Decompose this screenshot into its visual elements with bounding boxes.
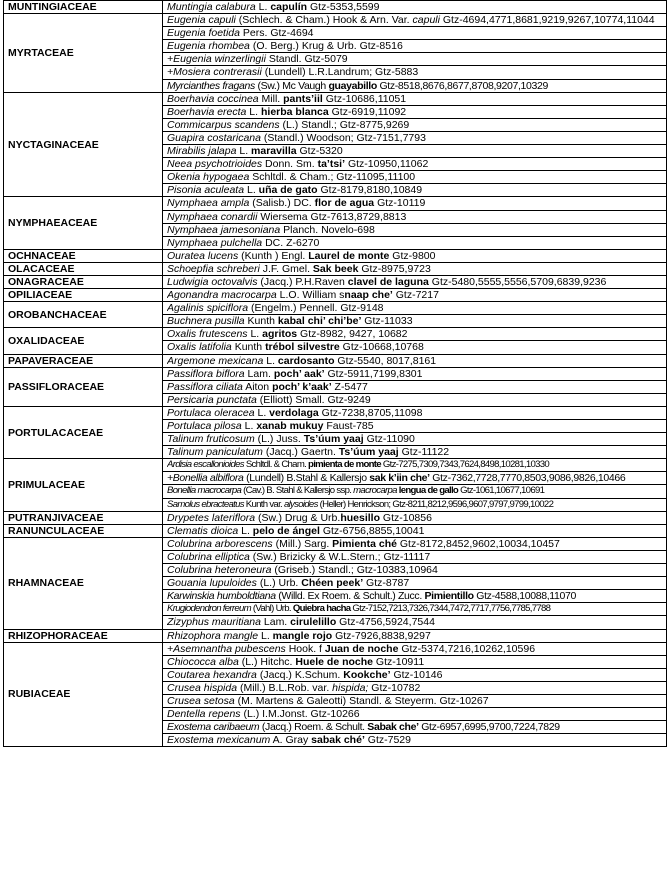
species-entry <box>163 289 667 302</box>
table-row <box>4 275 667 288</box>
species-entry <box>163 406 667 419</box>
species-entry <box>163 197 667 210</box>
entry-text: Gtz-9800 <box>389 249 436 262</box>
species-name: Chiococca alba <box>167 655 239 668</box>
family-name: PORTULACACEAE <box>4 406 163 458</box>
common-name: poch’ k’aak’ <box>272 380 332 393</box>
family-name: PAPAVERACEAE <box>4 354 163 367</box>
entry-text: L. <box>254 406 270 419</box>
common-name: verdolaga <box>269 406 319 419</box>
species-entry <box>163 433 667 446</box>
species-name: Agonandra macrocarpa <box>167 289 277 302</box>
common-name: Pimienta ché <box>332 537 397 550</box>
common-name: lengua de gallo <box>398 485 459 497</box>
entry-text: (Mill.) B.L.Rob. var. <box>237 681 333 694</box>
table-row <box>4 197 667 210</box>
species-entry <box>163 550 667 563</box>
species-name: Eugenia capuli <box>167 14 236 27</box>
species-entry <box>163 315 667 328</box>
entry-text: Gtz-5353,5599 <box>307 1 380 13</box>
table-row <box>4 642 667 655</box>
species-name: Crusea hispida <box>167 681 238 694</box>
species-entry <box>163 511 667 524</box>
species-entry <box>163 40 667 53</box>
species-name: +Asemnantha pubescens <box>167 642 286 655</box>
species-name: alysoides <box>283 498 318 510</box>
common-name: Kookche’ <box>343 668 391 681</box>
species-name: Exostema caribaeum <box>167 721 260 734</box>
table-row <box>4 1 667 14</box>
common-name: cardosanto <box>277 354 335 367</box>
species-entry <box>163 420 667 433</box>
entry-text: (Willd. Ex Roem. & Schult.) Zucc. <box>275 590 425 603</box>
species-entry <box>163 171 667 184</box>
common-name: kabal chi’ chi’be’ <box>277 315 362 328</box>
species-name: Ardisia escallonioides <box>167 459 244 471</box>
family-name: OROBANCHACEAE <box>4 302 163 328</box>
species-name: Guapira costaricana <box>167 131 261 144</box>
entry-text: (Elliott) Small. Gtz-9249 <box>256 393 371 406</box>
common-name: cirulelillo <box>290 616 337 629</box>
entry-text: Gtz-10950,11062 <box>345 158 429 171</box>
species-entry <box>163 328 667 341</box>
entry-text: Gtz-4588,10088,11070 <box>473 590 576 603</box>
entry-text: (Lundell) L.R.Landrum; Gtz-5883 <box>261 66 419 79</box>
species-name: Gouania lupuloides <box>167 577 257 590</box>
family-name: NYMPHAEACEAE <box>4 197 163 249</box>
species-table <box>3 0 667 747</box>
entry-text: L. <box>258 629 273 642</box>
species-entry <box>163 184 667 197</box>
entry-text: Kunth <box>231 341 266 354</box>
species-name: Eugenia rhombea <box>167 40 250 53</box>
table-row <box>4 367 667 380</box>
species-name: +Eugenia winzerlingii <box>167 53 266 66</box>
entry-text: Gtz-4694,4771,8681,9219,9267,10774,11044 <box>439 14 655 27</box>
species-entry <box>163 380 667 393</box>
species-name: Oxalis frutescens <box>167 328 248 341</box>
species-entry <box>163 537 667 550</box>
entry-text: J.F. Gmel. <box>259 262 313 275</box>
entry-text: Gtz-7529 <box>364 734 411 747</box>
species-name: +Bonellia albiflora <box>167 472 244 485</box>
entry-text: L. <box>238 524 253 537</box>
species-entry <box>163 158 667 171</box>
common-name: capulín <box>270 1 308 13</box>
species-entry <box>163 236 667 249</box>
entry-text: Hook. f <box>285 642 325 655</box>
entry-text: Kunth var. <box>243 498 284 510</box>
species-name: Samolus ebracteatus <box>167 498 244 510</box>
entry-text: (Salisb.) DC. <box>249 197 315 210</box>
entry-text: (Schlech. & Cham.) Hook & Arn. Var. <box>235 14 413 27</box>
entry-text: (Jacq.) Gaertn. <box>262 446 339 459</box>
species-name: Nymphaea jamesoniana <box>167 223 281 236</box>
species-name: Persicaria punctata <box>167 393 257 406</box>
species-entry <box>163 79 667 92</box>
entry-text: (Kunth ) Engl. <box>238 249 309 262</box>
species-name: Nymphaea conardii <box>167 210 258 223</box>
species-name: Passiflora biflora <box>167 367 245 380</box>
species-entry <box>163 27 667 40</box>
species-entry <box>163 1 667 14</box>
entry-text: Schltdl. & Cham. <box>243 459 309 471</box>
species-name: Colubrina arborescens <box>167 537 273 550</box>
family-name: PASSIFLORACEAE <box>4 367 163 406</box>
species-entry <box>163 354 667 367</box>
entry-text: Gtz-10119 <box>374 197 426 210</box>
species-name: Talinum paniculatum <box>167 446 263 459</box>
table-row <box>4 92 667 105</box>
common-name: xanab mukuy <box>256 420 324 432</box>
table-row <box>4 459 667 472</box>
species-name: Dentella repens <box>167 708 241 721</box>
common-name: sabak ché’ <box>311 734 365 747</box>
entry-text: (Vahl) Urb. <box>250 603 293 615</box>
entry-text: Gtz-10668,10768 <box>339 341 424 354</box>
entry-text: Donn. Sm. <box>262 158 318 171</box>
species-name: Neea psychotrioides <box>167 158 263 171</box>
species-name: Argemone mexicana <box>167 354 264 367</box>
species-name: Buchnera pusilla <box>167 315 245 328</box>
entry-text: Gtz-8172,8452,9602,10034,10457 <box>396 537 560 550</box>
entry-text: (Cav.) B. Stahl & Kallersjo ssp. <box>241 485 354 497</box>
entry-text: (Sw.) Brizicky & W.L.Stern.; Gtz-11117 <box>249 550 431 563</box>
table-row <box>4 262 667 275</box>
species-entry <box>163 498 667 511</box>
common-name: pelo de ángel <box>252 524 320 537</box>
entry-text: L. <box>246 105 261 118</box>
species-entry <box>163 577 667 590</box>
common-name: Chéen peek’ <box>301 577 364 590</box>
common-name: trébol silvestre <box>265 341 340 354</box>
entry-text: (Heller) Henrickson; Gtz-8211,8212,9596,9607,9797,9799,10022 <box>317 498 554 510</box>
species-name: Okenia hypogaea <box>167 171 250 184</box>
entry-text: A. Gray <box>270 734 312 747</box>
species-entry <box>163 275 667 288</box>
common-name: Juan de noche <box>324 642 399 655</box>
species-name: Ouratea lucens <box>167 249 239 262</box>
species-entry <box>163 223 667 236</box>
entry-text: Schltdl. & Cham.; Gtz-11095,11100 <box>249 171 416 184</box>
entry-text: Aiton <box>242 380 273 393</box>
species-name: Nymphaea pulchella <box>167 236 263 249</box>
entry-text: (Mill.) Sarg. <box>272 537 333 550</box>
entry-text: (L.) Juss. <box>254 433 304 446</box>
species-table-body <box>4 1 667 747</box>
species-entry <box>163 341 667 354</box>
species-entry <box>163 734 667 747</box>
entry-text: Gtz-11122 <box>398 446 450 459</box>
species-entry <box>163 524 667 537</box>
family-name: MYRTACEAE <box>4 14 163 93</box>
family-name: PUTRANJIVACEAE <box>4 511 163 524</box>
species-entry <box>163 446 667 459</box>
species-name: Rhizophora mangle <box>167 629 259 642</box>
species-entry <box>163 53 667 66</box>
entry-text: Gtz-5320 <box>296 145 343 158</box>
entry-text: (L.) Urb. <box>256 577 302 590</box>
entry-text: Kunth <box>244 315 278 328</box>
species-name: Schoepfia schreberi <box>167 262 260 275</box>
entry-text: Gtz-5480,5555,5556,5709,6839,9236 <box>428 275 607 288</box>
family-name: OCHNACEAE <box>4 249 163 262</box>
entry-text: (L.) I.M.Jonst. Gtz-10266 <box>240 708 360 721</box>
family-name: PRIMULACEAE <box>4 459 163 511</box>
species-name: Zizyphus mauritiana <box>167 616 261 629</box>
species-name: Oxalis latifolia <box>167 341 232 354</box>
entry-text: Gtz-1061,10677,10691 <box>458 485 545 497</box>
entry-text: Gtz-10856 <box>380 511 432 524</box>
species-name: Muntingia calabura <box>167 1 256 13</box>
entry-text: Gtz-5911,7199,8301 <box>324 367 423 380</box>
entry-text: Gtz-10911 <box>373 655 425 668</box>
species-entry <box>163 118 667 131</box>
entry-text: (Sw.) Drug & Urb. <box>255 511 341 524</box>
table-row <box>4 328 667 341</box>
entry-text: Gtz-7238,8705,11098 <box>318 406 423 419</box>
family-name: NYCTAGINACEAE <box>4 92 163 197</box>
species-name: Passiflora ciliata <box>167 380 243 393</box>
species-name: capuli <box>412 14 440 27</box>
species-entry <box>163 708 667 721</box>
entry-text: Gtz-7275,7309,7343,7624,8498,10281,10330 <box>380 459 550 471</box>
species-entry <box>163 131 667 144</box>
table-row <box>4 524 667 537</box>
species-entry <box>163 564 667 577</box>
entry-text: (Sw.) Mc Vaugh <box>254 79 329 92</box>
species-name: Clematis dioica <box>167 524 239 537</box>
common-name: sak k’iin che’ <box>369 472 430 485</box>
common-name: Huele de noche <box>295 655 373 668</box>
table-row <box>4 14 667 27</box>
entry-text: (Jacq.) P.H.Raven <box>257 275 348 288</box>
common-name: Quiebra hacha <box>292 603 351 615</box>
table-row <box>4 406 667 419</box>
common-name: Sak beek <box>312 262 359 275</box>
family-name: ONAGRACEAE <box>4 275 163 288</box>
species-name: Karwinskia humboldtiana <box>167 590 276 603</box>
species-entry <box>163 668 667 681</box>
entry-text: Gtz-10146 <box>390 668 443 681</box>
species-entry <box>163 681 667 694</box>
species-name: Mirabilis jalapa <box>167 145 237 158</box>
species-entry <box>163 210 667 223</box>
common-name: Ts’úum yaaj <box>303 433 364 446</box>
common-name: uña de gato <box>258 184 318 197</box>
common-name: pants’iil <box>283 92 323 105</box>
common-name: Ts’úum yaaj <box>338 446 399 459</box>
common-name: poch’ aak’ <box>273 367 325 380</box>
species-entry <box>163 105 667 118</box>
entry-text: Gtz-10686,11051 <box>322 92 407 105</box>
entry-text: Mill. <box>258 92 284 105</box>
species-name: hispida; <box>332 681 369 694</box>
family-name: RANUNCULACEAE <box>4 524 163 537</box>
species-name: Commicarpus scandens <box>167 118 280 131</box>
common-name: guayabillo <box>328 79 377 92</box>
common-name: Laurel de monte <box>308 249 390 262</box>
common-name: hierba blanca <box>260 105 329 118</box>
common-name: Pimientillo <box>424 590 474 603</box>
family-name: RHAMNACEAE <box>4 537 163 629</box>
entry-text: L. <box>255 1 271 13</box>
entry-text: (Lundell) B.Stahl & Kallersjo <box>243 472 370 485</box>
family-name: RHIZOPHORACEAE <box>4 629 163 642</box>
species-entry <box>163 145 667 158</box>
entry-text: Gtz-5540, 8017,8161 <box>334 354 437 367</box>
entry-text: Lam. <box>260 616 291 629</box>
species-name: Coutarea hexandra <box>167 668 257 681</box>
species-name: Portulaca pilosa <box>167 420 242 432</box>
entry-text: Gtz-6919,11092 <box>328 105 407 118</box>
entry-text: Gtz-8975,9723 <box>358 262 431 275</box>
entry-text: Gtz-10782 <box>368 681 421 694</box>
species-entry <box>163 92 667 105</box>
common-name: naap che’ <box>344 289 393 302</box>
species-entry <box>163 393 667 406</box>
species-name: Bonellia macrocarpa <box>167 485 242 497</box>
family-name: OLACACEAE <box>4 262 163 275</box>
species-entry <box>163 302 667 315</box>
species-entry <box>163 14 667 27</box>
species-name: Myrcianthes fragans <box>167 79 255 92</box>
common-name: agritos <box>262 328 298 341</box>
common-name: huesillo <box>340 511 380 524</box>
species-entry <box>163 655 667 668</box>
species-entry <box>163 629 667 642</box>
entry-text: DC. Z-6270 <box>262 236 320 249</box>
species-name: Agalinis spiciflora <box>167 302 249 315</box>
species-entry <box>163 616 667 629</box>
family-name: OPILIACEAE <box>4 289 163 302</box>
species-name: Colubrina elliptica <box>167 550 250 563</box>
common-name: clavel de laguna <box>347 275 429 288</box>
species-name: Eugenia foetida <box>167 27 240 40</box>
species-entry <box>163 485 667 498</box>
common-name: flor de agua <box>314 197 375 210</box>
entry-text: L. <box>244 184 259 197</box>
common-name: ta’tsi’ <box>317 158 346 171</box>
entry-text: (Griseb.) Standl.; Gtz-10383,10964 <box>271 564 438 577</box>
entry-text: Standl. Gtz-5079 <box>265 53 348 66</box>
species-entry <box>163 590 667 603</box>
entry-text: Gtz-8518,8676,8677,8708,9207,10329 <box>376 79 548 92</box>
entry-text: L. <box>241 420 257 432</box>
species-entry <box>163 66 667 79</box>
entry-text: Gtz-11033 <box>361 315 413 328</box>
entry-text: Gtz-8787 <box>363 577 410 590</box>
species-name: +Mosiera contrerasii <box>167 66 262 79</box>
table-row <box>4 629 667 642</box>
entry-text: Gtz-7362,7728,7770,8503,9086,9826,10466 <box>429 472 626 485</box>
entry-text: L. <box>247 328 263 341</box>
entry-text: L. <box>263 354 278 367</box>
species-entry <box>163 694 667 707</box>
entry-text: Lam. <box>244 367 274 380</box>
common-name: maravilla <box>251 145 297 158</box>
species-name: Portulaca oleracea <box>167 406 255 419</box>
species-name: Crusea setosa <box>167 694 235 707</box>
entry-text: Faust-785 <box>323 420 374 432</box>
species-entry <box>163 249 667 262</box>
table-row <box>4 537 667 550</box>
species-name: Colubrina heteroneura <box>167 564 272 577</box>
species-entry <box>163 367 667 380</box>
entry-text: Gtz-6957,6995,9700,7224,7829 <box>418 721 560 734</box>
family-name: MUNTINGIACEAE <box>4 1 163 14</box>
table-row <box>4 354 667 367</box>
entry-text: Gtz-4756,5924,7544 <box>336 616 435 629</box>
entry-text: (L.) Hitchc. <box>238 655 296 668</box>
species-name: Drypetes lateriflora <box>167 511 256 524</box>
entry-text: Wiersema Gtz-7613,8729,8813 <box>257 210 407 223</box>
species-name: Boerhavia erecta <box>167 105 247 118</box>
entry-text: (Engelm.) Pennell. Gtz-9148 <box>248 302 384 315</box>
species-name: macrocarpa <box>353 485 397 497</box>
entry-text: (M. Martens & Galeotti) Standl. & Steyerm. Gtz-10267 <box>234 694 489 707</box>
table-row <box>4 249 667 262</box>
species-entry <box>163 262 667 275</box>
entry-text: Z-5477 <box>331 380 368 393</box>
species-name: Krugiodendron ferreum <box>167 603 251 615</box>
entry-text: Gtz-7217 <box>392 289 439 302</box>
species-name: Talinum fruticosum <box>167 433 255 446</box>
table-row <box>4 302 667 315</box>
species-entry <box>163 459 667 472</box>
common-name: pimienta de monte <box>308 459 381 471</box>
entry-text: (Jacq.) Roem. & Schult. <box>259 721 368 734</box>
entry-text: Gtz-5374,7216,10262,10596 <box>398 642 536 655</box>
entry-text: Gtz-6756,8855,10041 <box>319 524 425 537</box>
entry-text: Gtz-7926,8838,9297 <box>332 629 431 642</box>
table-row <box>4 289 667 302</box>
entry-text: L. <box>236 145 252 158</box>
entry-text: Planch. Novelo-698 <box>280 223 375 236</box>
entry-text: Gtz-8982, 9427, 10682 <box>297 328 408 341</box>
entry-text: Gtz-11090 <box>363 433 415 446</box>
species-name: Ludwigia octovalvis <box>167 275 258 288</box>
entry-text: L.O. William s <box>276 289 345 302</box>
common-name: Sabak che’ <box>367 721 419 734</box>
entry-text: Pers. Gtz-4694 <box>239 27 314 40</box>
entry-text: (L.) Standl.; Gtz-8775,9269 <box>279 118 410 131</box>
entry-text: (Jacq.) K.Schum. <box>256 668 344 681</box>
entry-text: Gtz-7152,7213,7326,7344,7472,7717,7756,7785,7788 <box>350 603 551 615</box>
entry-text: (Standl.) Woodson; Gtz-7151,7793 <box>260 131 426 144</box>
family-name: OXALIDACEAE <box>4 328 163 354</box>
entry-text: (O. Berg.) Krug & Urb. Gtz-8516 <box>249 40 403 53</box>
species-name: Pisonia aculeata <box>167 184 245 197</box>
species-name: Boerhavia coccinea <box>167 92 259 105</box>
species-name: Nymphaea ampla <box>167 197 250 210</box>
species-entry <box>163 603 667 616</box>
common-name: mangle rojo <box>272 629 333 642</box>
family-name: RUBIACEAE <box>4 642 163 747</box>
species-entry <box>163 642 667 655</box>
entry-text: Gtz-8179,8180,10849 <box>317 184 423 197</box>
species-name: Exostema mexicanum <box>167 734 271 747</box>
table-row <box>4 511 667 524</box>
species-entry <box>163 472 667 485</box>
species-entry <box>163 721 667 734</box>
